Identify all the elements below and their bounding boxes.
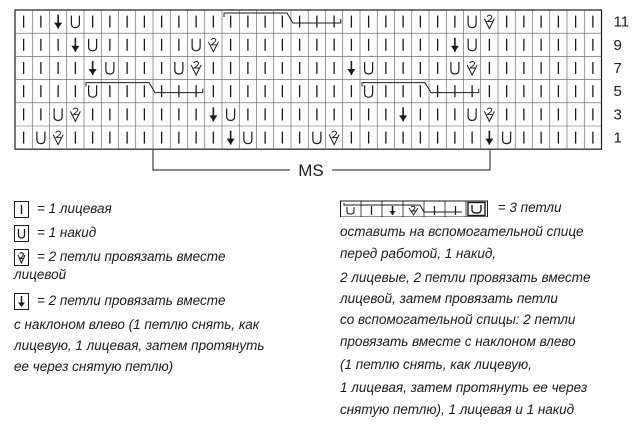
legend-k2tog-text-1: = 2 петли провязать вместе xyxy=(37,249,226,264)
stitch-YO xyxy=(468,108,476,120)
stitch-YO xyxy=(468,39,476,51)
cable-head-text: = 3 петли xyxy=(497,200,562,216)
stitch-YO xyxy=(244,132,252,144)
stitch-YO xyxy=(313,132,321,144)
legend-item-k2tog-cont xyxy=(14,264,66,285)
stitch-L xyxy=(347,61,355,75)
cable-line-1: оставить на вспомогательной спице xyxy=(340,224,584,239)
stitch-YO xyxy=(365,85,373,97)
row-numbers xyxy=(614,14,630,147)
stitch-R xyxy=(484,15,494,29)
stitch-YO xyxy=(468,16,476,28)
stitch-YO xyxy=(192,39,200,51)
stitch-L xyxy=(71,38,79,52)
yarn-over-u-icon xyxy=(14,225,29,242)
cable-line-7: (1 петлю снять, как лицевую, xyxy=(340,357,532,372)
stitch-R xyxy=(467,62,477,76)
row-number: 9 xyxy=(613,36,622,54)
legend-knit-text: = 1 лицевая xyxy=(37,201,112,216)
cable-line-3: 2 лицевые, 2 петли провязать вместе xyxy=(340,270,591,285)
cable-legend-head xyxy=(340,200,562,217)
stitch-L xyxy=(209,107,217,121)
cable-strip-icon xyxy=(340,200,488,217)
stitch-YO xyxy=(89,85,97,97)
stitch-L xyxy=(89,61,97,75)
stitch-YO xyxy=(71,16,79,28)
stitch-R xyxy=(329,131,339,145)
cable-line-4: лицевой, затем провязать петли xyxy=(340,291,558,306)
ms-bracket xyxy=(153,150,490,180)
stitch-L xyxy=(485,131,493,145)
cable-line-9: снятую петлю), 1 лицевая и 1 накид xyxy=(340,402,575,417)
stitch-YO xyxy=(365,62,373,74)
stitch-L xyxy=(54,15,62,29)
stitch-R xyxy=(53,131,63,145)
stitch-YO xyxy=(54,108,62,120)
stitch-YO xyxy=(227,108,235,120)
legend-ssk-text-1: = 2 петли провязать вместе xyxy=(37,293,226,308)
stitch-YO xyxy=(106,62,114,74)
stitch-R xyxy=(208,38,218,52)
ssk-arrow-icon xyxy=(14,293,29,310)
vertical-bar-icon xyxy=(14,201,29,218)
stitch-YO xyxy=(89,39,97,51)
chart-grid xyxy=(15,10,602,149)
stitch-YO xyxy=(37,132,45,144)
knitting-chart xyxy=(0,0,640,190)
cable-line-6: провязать вместе с наклоном влево xyxy=(340,334,576,349)
stitch-R xyxy=(191,62,201,76)
row-number: 7 xyxy=(613,60,622,77)
stitch-R xyxy=(484,108,494,122)
stitch-R xyxy=(70,108,80,122)
stitch-YO xyxy=(175,62,183,74)
row-number: 3 xyxy=(613,106,622,124)
cable-line-5: со вспомогательной спицы: 2 петли xyxy=(340,312,576,327)
stitch-L xyxy=(227,131,235,145)
cable-line-8: 1 лицевая, затем протянуть ее через xyxy=(340,380,588,395)
legend-item-yo xyxy=(14,222,96,243)
cable-line-2: перед работой, 1 накид, xyxy=(340,246,497,261)
stitch-L xyxy=(451,38,459,52)
row-number: 1 xyxy=(613,129,622,147)
legend-k2tog-text-2: лицевой xyxy=(14,267,67,282)
legend-ssk-line-4: ее через снятую петлю) xyxy=(14,359,174,374)
ms-label: MS xyxy=(298,161,324,180)
legend-item-ssk xyxy=(14,290,226,311)
row-number: 11 xyxy=(613,13,630,31)
stitch-YO xyxy=(503,132,511,144)
legend-ssk-line-3: лицевую, 1 лицевая, затем протянуть xyxy=(14,338,265,353)
legend-yo-text: = 1 накид xyxy=(37,225,97,240)
row-number: 5 xyxy=(613,83,622,101)
legend-item-knit xyxy=(14,198,112,219)
stitch-L xyxy=(399,107,407,121)
stitch-YO xyxy=(451,62,459,74)
legend-ssk-line-2: с наклоном влево (1 петлю снять, как xyxy=(14,317,260,332)
